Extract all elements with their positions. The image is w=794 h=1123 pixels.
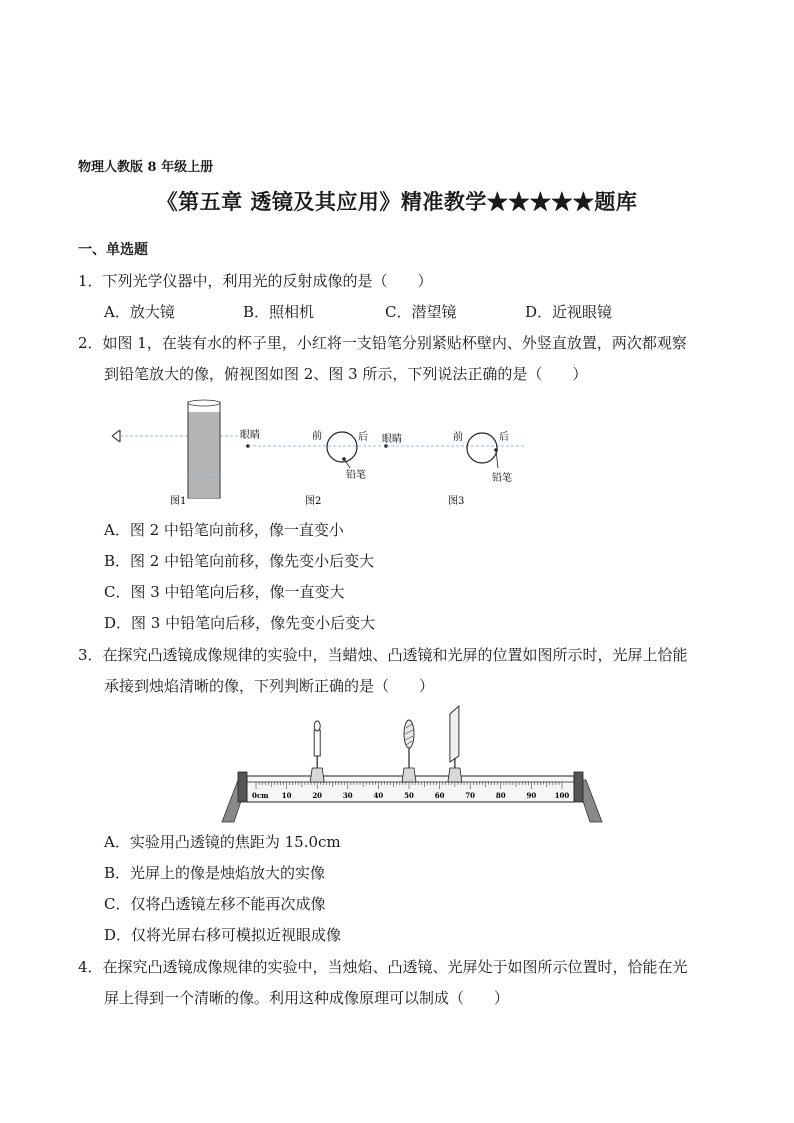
question-2-text-line2: 到铅笔放大的像，俯视图如图 2、图 3 所示，下列说法正确的是（ ） xyxy=(104,365,588,383)
question-1-option-a: A．放大镜 xyxy=(104,303,175,321)
ruler-tick-label: 10 xyxy=(281,791,292,800)
figure3-eye-label: 眼睛 xyxy=(382,434,402,445)
question-3-option-c: C．仅将凸透镜左移不能再次成像 xyxy=(104,895,326,913)
figure1-caption: 图1 xyxy=(170,496,187,507)
question-1-option-d: D．近视眼镜 xyxy=(525,303,613,321)
figure2-eye-label: 眼睛 xyxy=(240,430,260,441)
book-subtitle: 物理人教版 8 年级上册 xyxy=(78,160,214,175)
question-2-figure xyxy=(100,392,540,510)
question-3-text-line2: 承接到烛焰清晰的像，下列判断正确的是（ ） xyxy=(104,677,435,695)
ruler-tick-label: 100 xyxy=(554,791,570,800)
candle xyxy=(310,721,324,782)
ruler-tick-label: 40 xyxy=(373,791,384,800)
question-2-option-c: C．图 3 中铅笔向后移，像一直变大 xyxy=(104,583,345,601)
figure3-pencil-label: 铅笔 xyxy=(492,473,512,484)
page-title: 《第五章 透镜及其应用》精准教学★★★★★题库 xyxy=(156,189,638,214)
figure2-pencil-label: 铅笔 xyxy=(346,470,366,481)
figure3-front-label: 前 xyxy=(453,432,463,443)
figure3-back-label: 后 xyxy=(499,432,509,443)
question-1-text: 1．下列光学仪器中，利用光的反射成像的是（ ） xyxy=(78,272,433,290)
question-4-text-line1: 4．在探究凸透镜成像规律的实验中，当烛焰、凸透镜、光屏处于如图所示位置时，恰能在光 xyxy=(78,958,688,976)
question-1-option-b: B．照相机 xyxy=(243,303,315,321)
section-heading: 一、单选题 xyxy=(78,242,148,258)
figure2-back-label: 后 xyxy=(358,432,368,443)
question-4-text-line2: 屏上得到一个清晰的像。利用这种成像原理可以制成（ ） xyxy=(104,989,510,1007)
eye-icon xyxy=(112,430,120,442)
question-3-option-a: A．实验用凸透镜的焦距为 15.0cm xyxy=(104,833,341,851)
question-3-option-d: D．仅将光屏右移可模拟近视眼成像 xyxy=(104,926,342,944)
optical-bench-figure xyxy=(220,700,605,828)
ruler-tick-label: 90 xyxy=(526,791,537,800)
question-3-text-line1: 3．在探究凸透镜成像规律的实验中，当蜡烛、凸透镜和光屏的位置如图所示时，光屏上恰能 xyxy=(78,646,688,664)
figure2-caption: 图2 xyxy=(305,496,322,507)
question-2-option-b: B．图 2 中铅笔向前移，像先变小后变大 xyxy=(104,552,375,570)
figure3-caption: 图3 xyxy=(448,496,465,507)
question-3-option-b: B．光屏上的像是烛焰放大的实像 xyxy=(104,864,326,882)
light-screen xyxy=(448,706,462,782)
ruler-tick-label: 80 xyxy=(495,791,506,800)
ruler-tick-label: 70 xyxy=(465,791,476,800)
figure2-cup-circle xyxy=(327,432,357,462)
water-cup xyxy=(188,400,220,498)
ruler-tick-label: 60 xyxy=(434,791,445,800)
question-2-option-d: D．图 3 中铅笔向后移，像先变小后变大 xyxy=(104,614,376,632)
figure2-front-label: 前 xyxy=(312,431,322,442)
ruler-unit-label: 0cm xyxy=(252,791,269,800)
ruler-tick-label: 50 xyxy=(404,791,414,800)
ruler-tick-label: 20 xyxy=(312,791,323,800)
convex-lens xyxy=(402,720,416,782)
question-2-text-line1: 2．如图 1，在装有水的杯子里，小红将一支铅笔分别紧贴杯壁内、外竖直放置，两次都观察 xyxy=(78,334,687,352)
question-1-option-c: C．潜望镜 xyxy=(385,303,457,321)
ruler-tick-label: 30 xyxy=(342,791,353,800)
question-2-option-a: A．图 2 中铅笔向前移，像一直变小 xyxy=(104,521,344,539)
figure3-cup-circle xyxy=(467,433,497,463)
